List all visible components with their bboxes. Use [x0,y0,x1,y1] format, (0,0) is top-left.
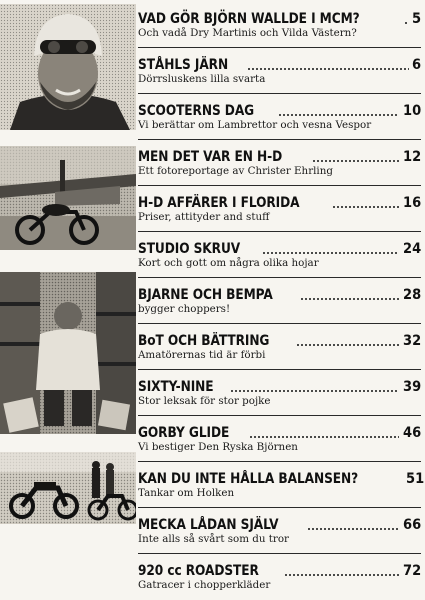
photo-workshop-man [0,272,136,434]
toc-entry-page: 72 [402,563,421,579]
toc-entry-page: 51 [406,471,425,487]
toc-entry-title: KAN DU INTE HÅLLA BALANSEN? [138,471,359,487]
toc-entry[interactable] [138,372,421,416]
toc-entry-page: 46 [402,425,421,441]
toc-entry-title: SCOOTERNS DAG [138,103,255,119]
toc-entry-page: 6 [411,57,421,73]
photo-motorcycles-outdoor [0,452,136,524]
leader-dots [230,390,399,392]
leader-dots [247,68,409,70]
photo-airplane-motorcycle [0,146,136,250]
toc-entry-subtitle: Kort och gott om några olika hojar [138,257,319,269]
toc-entry-title: VAD GÖR BJÖRN WALLDE I MCM? [138,11,360,27]
toc-entry-page: 16 [402,195,421,211]
toc-entry[interactable] [138,142,421,186]
leader-dots [284,574,399,576]
toc-entry-subtitle: Inte alls så svårt som du tror [138,533,289,545]
toc-entry[interactable] [138,464,425,508]
leader-dots [249,436,399,438]
toc-entry[interactable] [138,188,421,232]
toc-entry-subtitle: Vi bestiger Den Ryska Björnen [138,441,298,453]
toc-entry-title: STÅHLS JÄRN [138,57,229,73]
toc-entry-subtitle: Gatracer i chopperkläder [138,579,271,591]
toc-entry-page: 24 [402,241,421,257]
toc-entry-title: SIXTY-NINE [138,379,214,395]
leader-dots [404,22,409,24]
toc-entry-page: 39 [402,379,421,395]
toc-entry-page: 12 [402,149,421,165]
toc-entry-subtitle: Stor leksak för stor pojke [138,395,271,407]
toc-entry[interactable] [138,326,421,370]
table-of-contents [138,4,425,598]
toc-entry-title: STUDIO SKRUV [138,241,241,257]
toc-entry[interactable] [138,556,421,600]
toc-entry-subtitle: Tankar om Holken [138,487,235,499]
toc-entry-title: MEN DET VAR EN H-D [138,149,283,165]
toc-entry[interactable] [138,4,421,48]
toc-entry-page: 66 [402,517,421,533]
toc-entry[interactable] [138,96,421,140]
toc-entry-title: BoT OCH BÄTTRING [138,333,270,349]
toc-entry-title: H-D AFFÄRER I FLORIDA [138,195,300,211]
toc-entry-subtitle: Priser, attityder and stuff [138,211,270,223]
toc-entry-page: 10 [402,103,421,119]
leader-dots [262,252,399,254]
toc-entry[interactable] [138,510,421,554]
toc-entry-subtitle: Dörrsluskens lilla svarta [138,73,266,85]
toc-entry[interactable] [138,418,421,462]
toc-entry-title: GORBY GLIDE [138,425,230,441]
photo-rider-portrait [0,4,136,130]
toc-entry-page: 32 [402,333,421,349]
leader-dots [300,298,398,300]
toc-entry-subtitle: bygger choppers! [138,303,231,315]
toc-entry-subtitle: Och vadå Dry Martinis och Vilda Västern? [138,27,357,39]
leader-dots [278,114,399,116]
toc-entry-title: 920 cc ROADSTER [138,563,259,579]
leader-dots [312,160,399,162]
toc-entry-subtitle: Vi berättar om Lambrettor och vesna Vespor [138,119,372,131]
leader-dots [296,344,398,346]
toc-entry-title: BJARNE OCH BEMPA [138,287,273,303]
leader-dots [307,528,399,530]
toc-entry[interactable] [138,50,421,94]
toc-entry[interactable] [138,280,421,324]
toc-entry-page: 28 [402,287,421,303]
toc-entry-subtitle: Amatörernas tid är förbi [138,349,266,361]
toc-entry[interactable] [138,234,421,278]
toc-entry-title: MECKA LÅDAN SJÄLV [138,517,279,533]
toc-entry-subtitle: Ett fotoreportage av Christer Ehrling [138,165,333,177]
leader-dots [332,206,399,208]
toc-entry-page: 5 [411,11,421,27]
